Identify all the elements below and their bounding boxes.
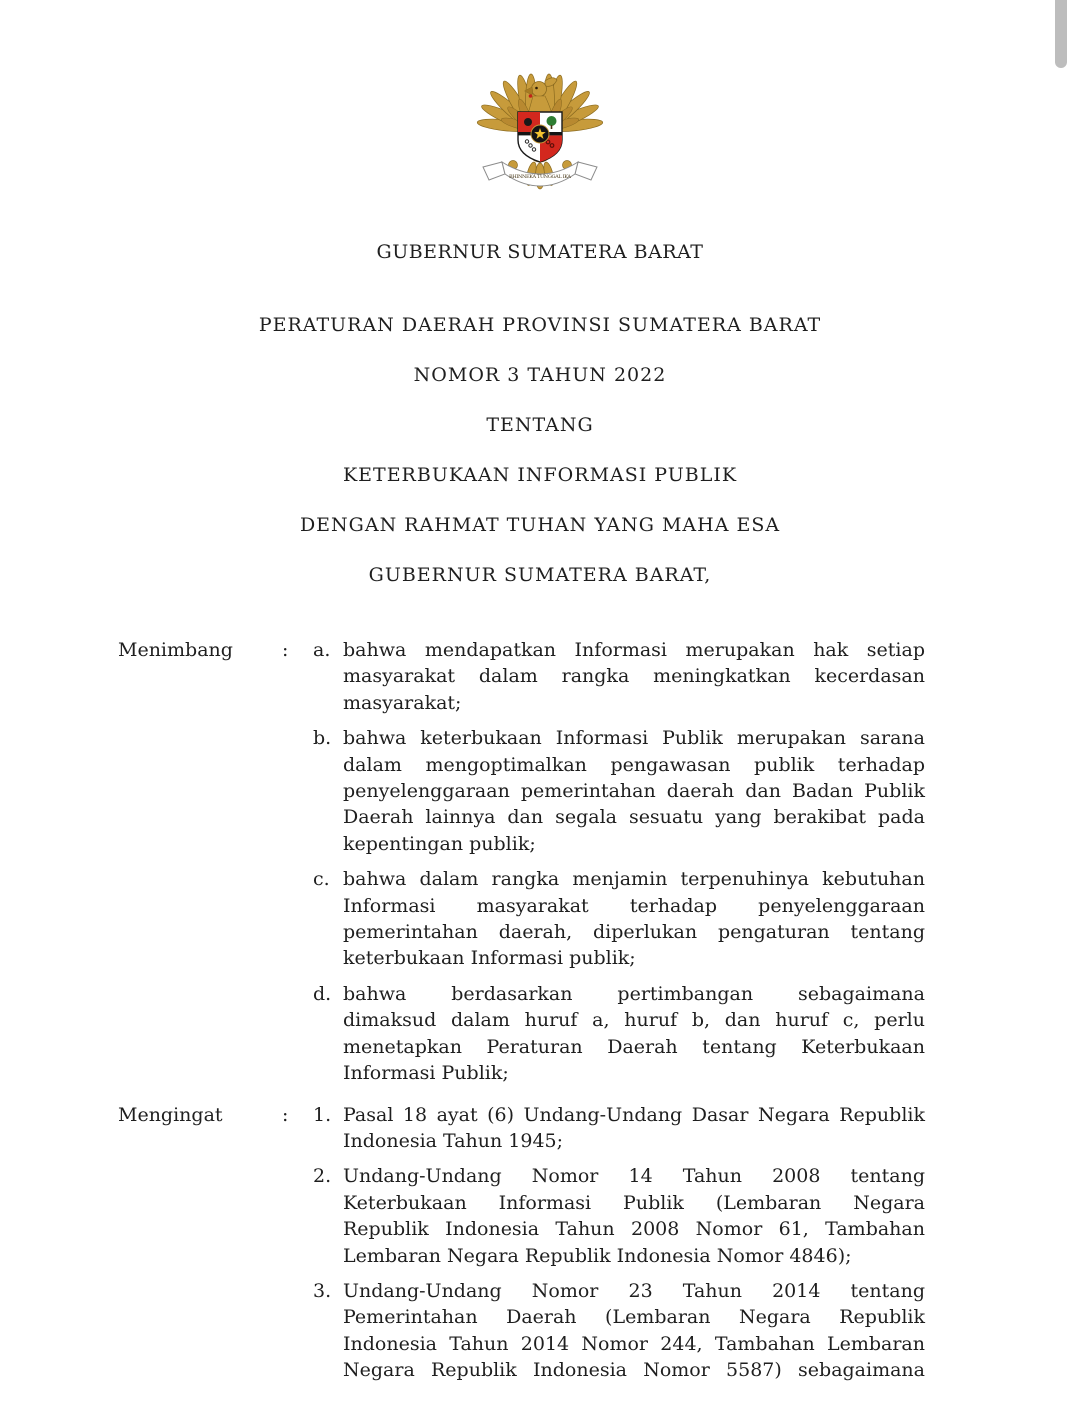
regulation-number: NOMOR 3 TAHUN 2022 — [413, 364, 667, 386]
menimbang-colon: : — [282, 639, 289, 661]
mengingat-colon: : — [282, 1103, 289, 1126]
menimbang-label: Menimbang — [118, 639, 233, 661]
garuda-pancasila-emblem — [469, 70, 611, 205]
issuer-line: GUBERNUR SUMATERA BARAT, — [368, 564, 712, 586]
item-marker: a. — [313, 639, 331, 661]
consideration-item-c — [313, 866, 925, 972]
pancasila-shield — [518, 112, 562, 162]
consideration-item-b — [313, 725, 925, 857]
legal-basis-item-3 — [313, 1278, 925, 1384]
item-marker: d. — [313, 982, 332, 1005]
item-text: bahwa mendapatkan Informasi merupakan hak setiap masyarakat dalam rangka meningkatkan kecerdasan masyarakat; — [343, 639, 925, 714]
mengingat-label: Mengingat — [118, 1103, 223, 1126]
consideration-item-a — [313, 637, 925, 716]
consideration-item-d — [313, 981, 925, 1087]
item-text: Undang-Undang Nomor 14 Tahun 2008 tentang Keterbukaan Informasi Publik (Lembaran Negara Republik Indonesia Tahun 2008 Nomor 61, Tambahan Lembaran Negara Republik Indonesia Nomor 4846); — [343, 1165, 925, 1267]
institution-title: GUBERNUR SUMATERA BARAT — [376, 241, 704, 263]
invocation-line: DENGAN RAHMAT TUHAN YANG MAHA ESA — [299, 514, 781, 536]
item-text: bahwa dalam rangka menjamin terpenuhinya kebutuhan Informasi masyarakat terhadap penyelenggaraan pemerintahan daerah, diperlukan pengaturan tentang keterbukaan Informasi publik; — [343, 868, 925, 970]
legal-basis-item-1 — [313, 1102, 925, 1155]
item-marker: b. — [313, 727, 332, 750]
item-text: bahwa berdasarkan pertimbangan sebagaimana dimaksud dalam huruf a, huruf b, dan huruf c, perlu menetapkan Peraturan Daerah tentang Keterbukaan Informasi Publik; — [343, 982, 925, 1085]
item-marker: c. — [313, 868, 330, 891]
item-marker: 1. — [313, 1103, 332, 1126]
legal-basis-item-2 — [313, 1163, 925, 1269]
item-text: Undang-Undang Nomor 23 Tahun 2014 tentang Pemerintahan Daerah (Lembaran Negara Republik Indonesia Tahun 2014 Nomor 244, Tambahan Lembaran Negara Republik Indonesia Nomor 5587) sebagaimana — [343, 1279, 925, 1382]
menimbang-section — [0, 637, 1080, 1087]
mengingat-section — [0, 1102, 1080, 1384]
regulation-title: PERATURAN DAERAH PROVINSI SUMATERA BARAT — [258, 314, 822, 336]
regulation-subject: KETERBUKAAN INFORMASI PUBLIK — [342, 464, 738, 486]
item-marker: 2. — [313, 1165, 332, 1188]
item-marker: 3. — [313, 1279, 332, 1302]
tentang-label: TENTANG — [486, 414, 594, 436]
bhinneka-ribbon-text: BHINNEKA TUNGGAL IKA — [509, 174, 571, 180]
title-block — [0, 312, 1080, 589]
item-text: Pasal 18 ayat (6) Undang-Undang Dasar Negara Republik Indonesia Tahun 1945; — [343, 1103, 925, 1152]
scrollbar-thumb[interactable] — [1055, 0, 1067, 68]
garuda-pancasila-svg — [469, 70, 611, 205]
item-text: bahwa keterbukaan Informasi Publik merupakan sarana dalam mengoptimalkan pengawasan publik terhadap penyelenggaraan pemerintahan daerah dan Badan Publik Daerah lainnya dan segala sesuatu yang berakibat pada kepentingan publik; — [343, 727, 925, 855]
